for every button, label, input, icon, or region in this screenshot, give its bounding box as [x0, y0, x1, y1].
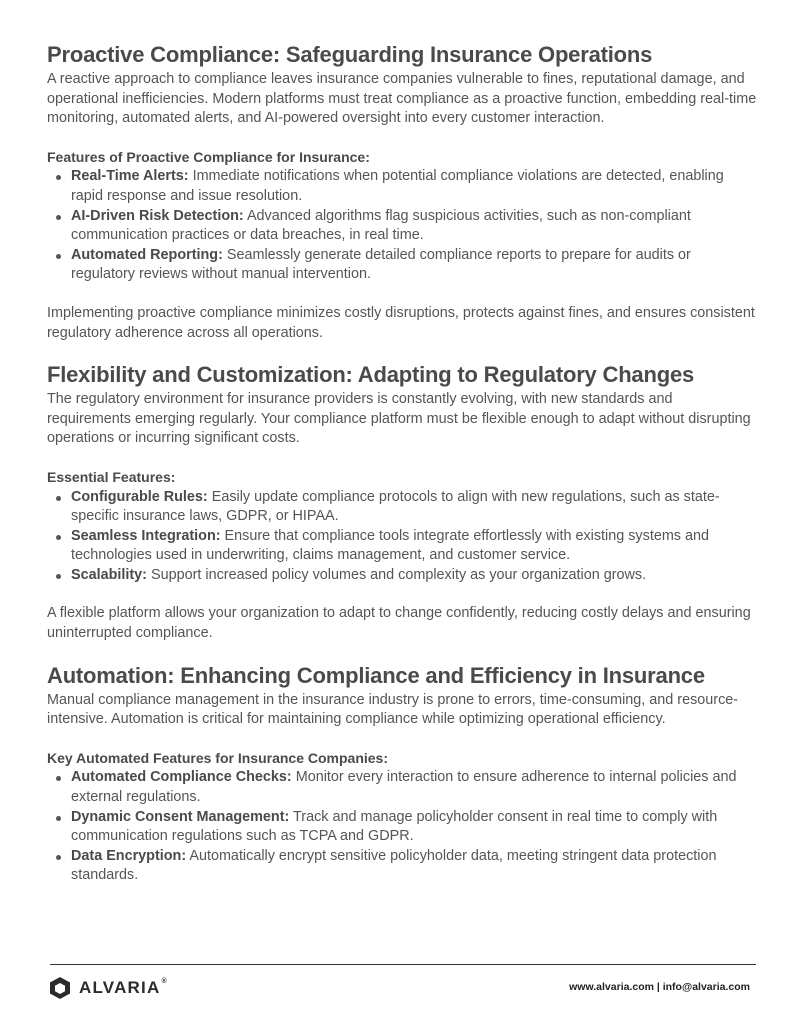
section-title: Flexibility and Customization: Adapting to Regulatory Changes: [47, 362, 695, 388]
section-intro: A reactive approach to compliance leaves insurance companies vulnerable to fines, reputational damage, and operational inefficiencies. Modern platforms must treat compliance as a proactive function, embedding real-time monitoring, automated alerts, and AI-powered oversight into every customer interaction.: [47, 71, 757, 127]
list-item: [71, 167, 757, 206]
hexagon-logo-icon: [49, 976, 71, 1000]
section-proactive-compliance: [47, 40, 757, 343]
document-body: [47, 40, 757, 886]
list-item-term: Seamless Integration:: [71, 527, 221, 544]
list-item-term: Configurable Rules:: [71, 488, 208, 505]
list-item: [71, 488, 757, 527]
list-item-term: Automated Reporting:: [71, 246, 223, 263]
section-title: Automation: Enhancing Compliance and Efficiency in Insurance: [47, 662, 705, 688]
list-item-term: Real-Time Alerts:: [71, 168, 189, 185]
list-item-text: Track and manage policyholder consent in real time to comply with communication regulations such as TCPA and GDPR.: [71, 808, 718, 845]
list-item-text: Monitor every interaction to ensure adherence to internal policies and external regulations.: [71, 769, 737, 806]
list-item-term: Automated Compliance Checks:: [71, 769, 292, 786]
section-closing: A flexible platform allows your organization to adapt to change confidently, reducing costly delays and ensuring uninterrupted compliance.: [47, 605, 751, 642]
company-logo[interactable]: [49, 976, 168, 1000]
footer-contact[interactable]: www.alvaria.com | info@alvaria.com: [569, 981, 750, 993]
list-item: [71, 566, 757, 586]
list-item-term: Data Encryption:: [71, 847, 187, 864]
list-item-text: Support increased policy volumes and complexity as your organization grows.: [146, 566, 647, 583]
list-item: [71, 246, 757, 285]
list-item-term: Scalability:: [71, 566, 147, 583]
list-item: [71, 808, 757, 847]
section-flexibility: [47, 360, 757, 644]
feature-list: [47, 167, 757, 285]
section-intro: The regulatory environment for insurance providers is constantly evolving, with new standards and requirements emerging regularly. Your compliance platform must be flexible enough to adapt without disrupting operations or incurring significant costs.: [47, 391, 751, 447]
list-item: [71, 207, 757, 246]
section-title: Proactive Compliance: Safeguarding Insurance Operations: [47, 42, 653, 67]
section-subhead: Essential Features:: [47, 468, 176, 485]
list-item-text: Immediate notifications when potential compliance violations are detected, enabling rapid response and issue resolution.: [71, 168, 724, 204]
list-item-term: Dynamic Consent Management:: [71, 808, 290, 825]
section-closing: Implementing proactive compliance minimizes costly disruptions, protects against fines, and ensures consistent regulatory adherence across all operations.: [47, 304, 755, 341]
section-subhead: Features of Proactive Compliance for Insurance:: [47, 148, 370, 165]
list-item-text: Easily update compliance protocols to align with new regulations, such as state-specific insurance laws, GDPR, or HIPAA.: [71, 488, 720, 525]
feature-list: [47, 488, 757, 586]
list-item-term: AI-Driven Risk Detection:: [71, 207, 244, 224]
registered-mark: ®: [161, 978, 168, 985]
feature-list: [47, 768, 757, 886]
section-automation: [47, 661, 757, 886]
list-item: [71, 527, 757, 566]
list-item-text: Advanced algorithms flag suspicious activities, such as non-compliant communication practices or data breaches, in real time.: [71, 207, 691, 244]
footer-divider: [50, 964, 756, 965]
section-subhead: Key Automated Features for Insurance Companies:: [47, 749, 389, 766]
list-item-text: Ensure that compliance tools integrate effortlessly with existing systems and technologies used in underwriting, claims management, and customer service.: [71, 527, 710, 564]
list-item-text: Seamlessly generate detailed compliance reports to prepare for audits or regulatory reviews without manual intervention.: [71, 246, 691, 283]
list-item-text: Automatically encrypt sensitive policyholder data, meeting stringent data protection standards.: [71, 847, 717, 884]
list-item: [71, 847, 757, 886]
logo-wordmark: ALVARIA®: [79, 978, 168, 997]
section-intro: Manual compliance management in the insurance industry is prone to errors, time-consuming, and resource-intensive. Automation is critical for maintaining compliance while optimizing operational efficiency.: [47, 691, 739, 728]
list-item: [71, 768, 757, 807]
